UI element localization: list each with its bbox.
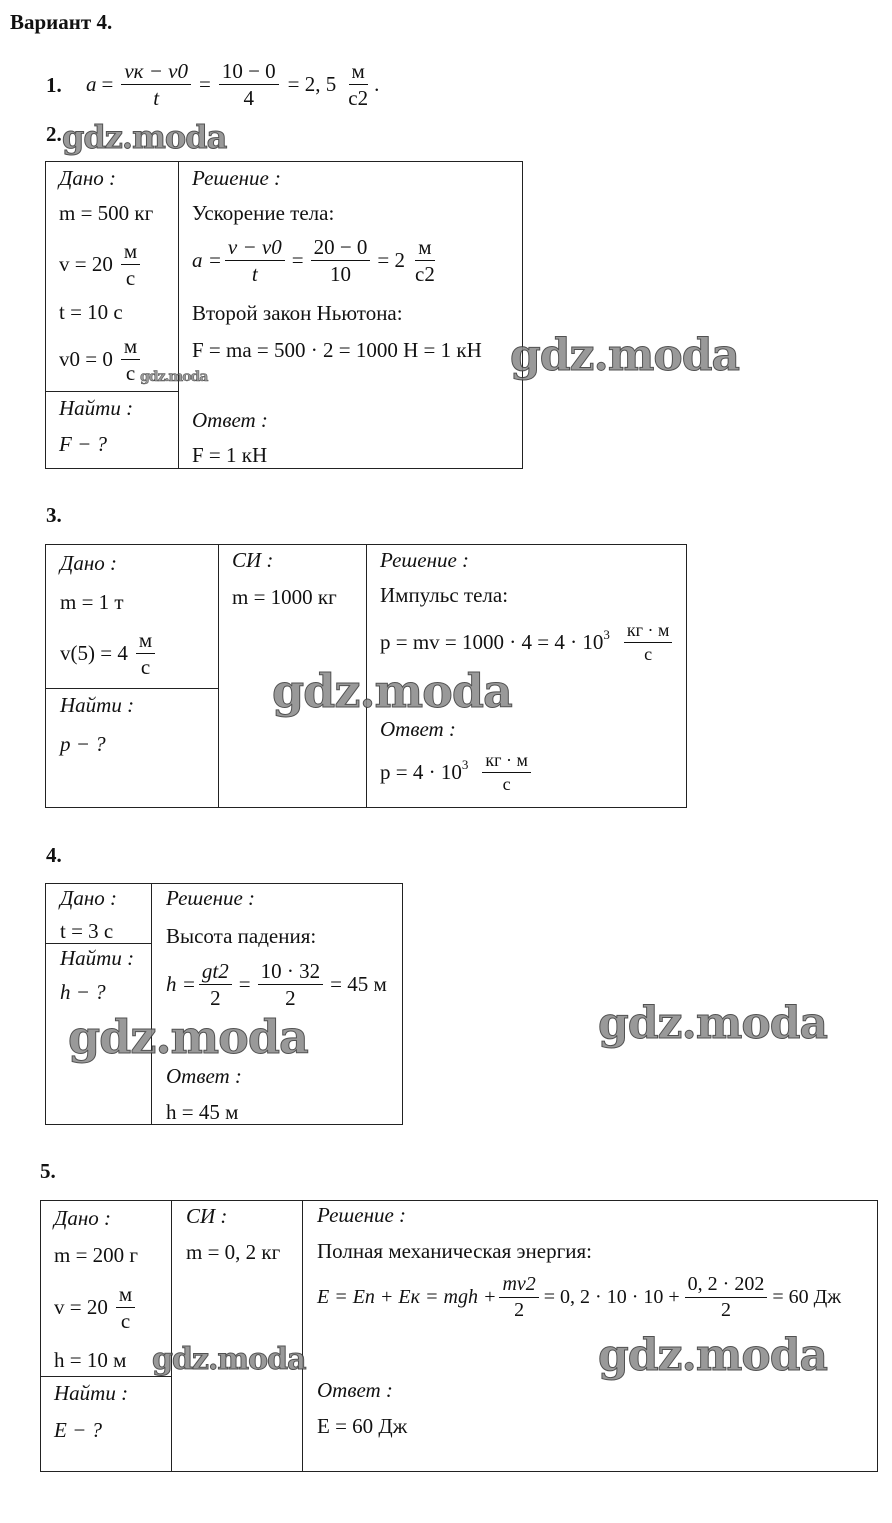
p5-formula-mid: = 0, 2 · 10 · 10 + [543,1286,680,1308]
p4-eq: = [238,972,251,997]
p5-given-label: Дано : [54,1206,112,1230]
p5-divider-1 [171,1201,172,1471]
p2-v-value: v = 20 [59,252,113,277]
watermark: gdz.moda [152,1342,306,1377]
p4-num1: gt2 [199,960,232,985]
p5-formula-pre: E = Eп + Eк = mgh + [317,1286,497,1308]
p1-dot: . [374,72,380,97]
watermark: gdz.moda [272,664,512,718]
p2-given-label: Дано : [59,166,117,190]
p2-given-t: t = 10 с [59,300,123,324]
p5-answer: E = 60 Дж [317,1414,408,1438]
p3-find: p − ? [60,732,106,756]
p4-num2: 10 · 32 [258,960,324,985]
p2-accel-eq: = [291,248,304,273]
p2-v0-unit-num: м [121,335,140,360]
p1-eq1: = [101,72,114,97]
p2-v0-unit-den: с [125,361,136,386]
p3-answer-label: Ответ : [380,717,456,741]
p1-a: a [86,72,97,97]
watermark: gdz.moda [68,1010,308,1064]
problem-1-number: 1. [46,73,62,97]
problem-4-number: 4. [46,843,62,867]
p4-den1: 2 [210,986,221,1011]
p5-find-label: Найти : [54,1381,129,1405]
p2-newton-formula: F = ma = 500 · 2 = 1000 Н = 1 кН [192,338,482,362]
p5-den1: 2 [514,1299,525,1321]
p3-answer [380,751,534,794]
p2-accel-unit-num: м [415,236,434,261]
p3-v-value: v(5) = 4 [60,641,128,666]
p2-divider [178,162,179,468]
p2-accel-result: = 2 [377,248,406,273]
p1-unit-den: с2 [348,86,369,111]
p5-formula-end: = 60 Дж [772,1286,842,1308]
p1-num1: vк − v0 [121,60,191,85]
p3-si-label: СИ : [232,548,274,572]
p3-given-m: m = 1 т [60,590,124,614]
problem-5-number: 5. [40,1159,56,1183]
p5-num1: mv2 [499,1274,538,1298]
p4-height-text: Высота падения: [166,924,317,948]
watermark-small: gdz.moda [140,369,208,385]
p3-given-label: Дано : [60,551,118,575]
p2-accel-den1: t [251,262,258,287]
p3-impulse-exp: 3 [603,627,610,642]
p4-answer: h = 45 м [166,1100,239,1124]
p2-given-v [59,240,143,289]
p5-answer-label: Ответ : [317,1378,393,1402]
problem-2-table [45,161,523,469]
p3-given-v [60,629,158,678]
p5-den2: 2 [720,1299,731,1321]
p3-v-unit-num: м [136,629,155,654]
p2-given-find-divider [46,391,178,392]
p5-v-unit-den: с [120,1309,131,1334]
p2-accel-num1: v − v0 [225,236,285,261]
p1-eq2: = [198,72,211,97]
p5-energy-text: Полная механическая энергия: [317,1239,592,1263]
p3-si-m: m = 1000 кг [232,585,337,609]
watermark: gdz.moda [62,118,227,156]
p4-solution-label: Решение : [166,886,256,910]
p5-v-unit-num: м [116,1283,135,1308]
p1-den1: t [153,86,160,111]
problem-1-formula [86,60,379,109]
p5-given-m: m = 200 г [54,1243,139,1267]
p3-answer-exp: 3 [461,757,469,772]
p3-find-label: Найти : [60,693,135,717]
p4-given-label: Дано : [60,886,118,910]
p2-accel-den2: 10 [330,262,351,287]
p2-accel-num2: 20 − 0 [311,236,371,261]
p4-find: h − ? [60,980,106,1004]
p3-impulse-unit-num: кг · м [624,621,673,643]
p5-find: E − ? [54,1418,102,1442]
p4-result: = 45 м [330,972,387,997]
p1-num2: 10 − 0 [219,60,279,85]
p3-impulse-formula [380,621,675,664]
p2-accel-formula [192,236,441,285]
p5-divider-2 [302,1201,303,1471]
page-title: Вариант 4. [10,10,113,34]
p2-answer-label: Ответ : [192,408,268,432]
p3-v-unit-den: с [140,655,151,680]
p1-unit-num: м [349,60,368,85]
p3-solution-label: Решение : [380,548,470,572]
p2-answer: F = 1 кН [192,443,268,467]
p2-given-m: m = 500 кг [59,201,154,225]
p2-v-unit-den: с [125,266,136,291]
p4-find-label: Найти : [60,946,135,970]
p2-accel-a: a = [192,248,222,273]
p2-given-v0 [59,335,143,384]
p3-impulse-value: p = mv = 1000 · 4 = 4 · 10 [380,629,604,654]
p5-energy-formula [317,1274,841,1321]
p3-impulse-unit-den: с [644,643,653,664]
p4-height-formula [166,960,387,1009]
p3-divider-1 [218,545,219,807]
p4-h: h = [166,972,196,997]
watermark: gdz.moda [598,998,828,1049]
p5-num2: 0, 2 · 202 [685,1274,768,1298]
p3-given-find-divider [46,688,218,689]
p2-find: F − ? [59,432,107,456]
p5-si-label: СИ : [186,1204,228,1228]
p2-find-label: Найти : [59,396,134,420]
p5-v-value: v = 20 [54,1295,108,1320]
p4-given-t: t = 3 с [60,919,114,943]
p5-given-v [54,1283,138,1332]
p1-den2: 4 [243,86,254,111]
p5-given-h: h = 10 м [54,1348,127,1372]
p5-si-m: m = 0, 2 кг [186,1240,281,1264]
p2-v-unit-num: м [121,240,140,265]
p3-impulse-text: Импульс тела: [380,583,509,607]
p2-v0-value: v0 = 0 [59,347,113,372]
p4-den2: 2 [285,986,296,1011]
p2-newton-text: Второй закон Ньютона: [192,301,403,325]
problem-2-number: 2. [46,122,62,146]
p2-accel-text: Ускорение тела: [192,201,335,225]
problem-3-number: 3. [46,503,62,527]
p1-result: = 2, 5 [287,72,337,97]
problem-4-table [45,883,403,1125]
p3-answer-unit-num: кг · м [482,751,531,773]
p5-solution-label: Решение : [317,1203,407,1227]
p4-answer-label: Ответ : [166,1064,242,1088]
p2-solution-label: Решение : [192,166,282,190]
p3-answer-value: p = 4 · 10 [380,759,462,784]
watermark: gdz.moda [510,330,740,381]
p3-answer-unit-den: с [502,773,511,794]
watermark: gdz.moda [598,1330,828,1381]
p2-accel-unit-den: с2 [415,262,435,287]
p4-divider [151,884,152,1124]
